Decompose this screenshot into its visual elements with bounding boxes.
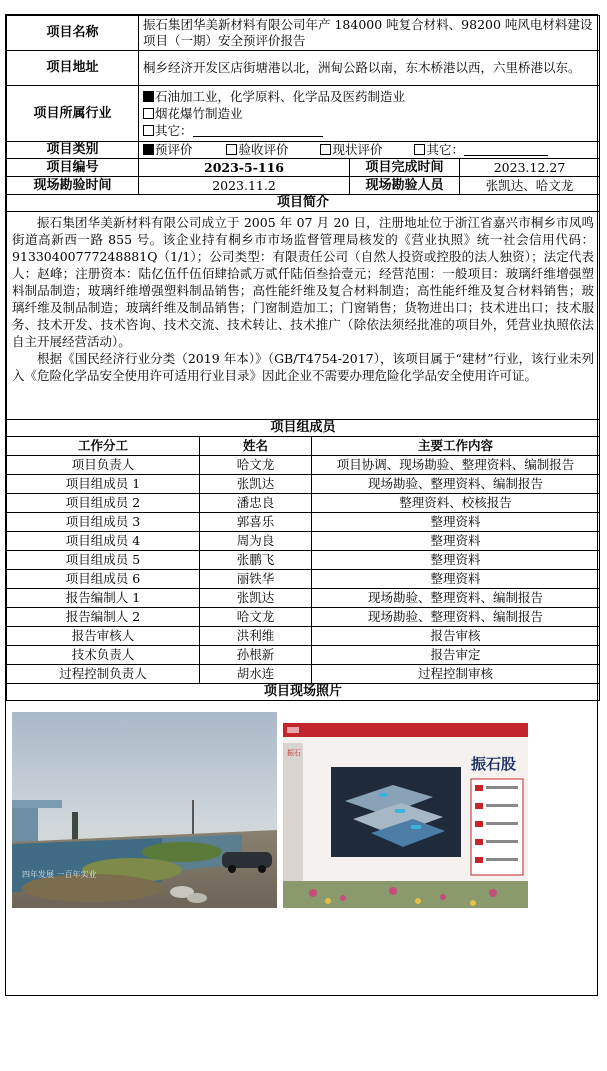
member-name: 哈文龙 — [200, 608, 312, 627]
member-name: 周为良 — [200, 532, 312, 551]
member-work: 整理资料 — [312, 551, 600, 570]
checkbox-checked-icon — [143, 91, 154, 102]
billboard-brand-text: 振石股 — [471, 755, 517, 773]
member-work: 整理资料、校核报告 — [312, 494, 600, 513]
category-option-4: 其它： — [414, 142, 548, 157]
site-banner-text: 四年发展 一百年实业 — [22, 870, 97, 879]
project-address-label: 项目地址 — [7, 51, 139, 86]
member-name: 哈文龙 — [200, 456, 312, 475]
completion-time-value: 2023.12.27 — [460, 159, 600, 177]
category-label: 项目类别 — [7, 142, 139, 159]
member-role: 项目组成员 4 — [7, 532, 200, 551]
category-options — [139, 142, 600, 159]
member-work: 现场勘验、整理资料、编制报告 — [312, 589, 600, 608]
member-role: 技术负责人 — [7, 646, 200, 665]
checkbox-empty-icon — [320, 144, 331, 155]
intro-body — [7, 212, 600, 420]
member-name: 潘忠良 — [200, 494, 312, 513]
photos-title: 项目现场照片 — [7, 684, 600, 701]
blank-underline — [193, 124, 323, 137]
table-row — [7, 532, 600, 551]
table-row — [7, 513, 600, 532]
member-work: 现场勘验、整理资料、编制报告 — [312, 475, 600, 494]
member-role: 项目组成员 6 — [7, 570, 200, 589]
project-name-value: 振石集团华美新材料有限公司年产 184000 吨复合材料、98200 吨风电材料建设项目（一期）安全预评价报告 — [139, 16, 600, 51]
members-table — [6, 436, 600, 701]
site-photo-2-image — [283, 723, 528, 908]
site-photo-2 — [283, 723, 528, 908]
industry-options — [139, 86, 600, 142]
survey-time-label: 现场勘验时间 — [7, 177, 139, 195]
member-work: 整理资料 — [312, 570, 600, 589]
member-role: 报告编制人 1 — [7, 589, 200, 608]
table-row — [7, 627, 600, 646]
member-name: 孙根新 — [200, 646, 312, 665]
member-role: 项目组成员 3 — [7, 513, 200, 532]
site-photo-1-image — [12, 712, 277, 908]
survey-staff-label: 现场勘验人员 — [350, 177, 460, 195]
member-role: 报告审核人 — [7, 627, 200, 646]
members-header-name: 姓名 — [200, 437, 312, 456]
table-row — [7, 456, 600, 475]
table-row — [7, 475, 600, 494]
member-work: 整理资料 — [312, 513, 600, 532]
checkbox-empty-icon — [143, 125, 154, 136]
project-no-label: 项目编号 — [7, 159, 139, 177]
checkbox-empty-icon — [226, 144, 237, 155]
billboard-logo-text: 振石 — [287, 749, 301, 757]
member-role: 项目负责人 — [7, 456, 200, 475]
member-role: 项目组成员 5 — [7, 551, 200, 570]
members-header-work: 主要工作内容 — [312, 437, 600, 456]
survey-time-value: 2023.11.2 — [139, 177, 350, 195]
member-name: 洪利维 — [200, 627, 312, 646]
info-table — [6, 15, 600, 437]
member-name: 胡水连 — [200, 665, 312, 684]
table-row — [7, 589, 600, 608]
intro-paragraph-2: 根据《国民经济行业分类（2019 年本）》（GB/T4754-2017），该项目属于“建材”行业，该行业未列入《危险化学品安全使用许可适用行业目录》因此企业不需要办理危险化学品安全使用许可证。 — [12, 351, 595, 383]
category-option-3: 现状评价 — [320, 142, 382, 157]
intro-paragraph-1: 振石集团华美新材料有限公司成立于 2005 年 07 月 20 日，注册地址位于浙江省嘉兴市桐乡市凤鸣街道高新西一路 855 号。该企业持有桐乡市市场监督管理局核发的《营业执照》统一社会信用代码：91330400777248881Q（1/1）；公司类型：有限责任公司（自然人投资或控股的法人独资）；法定代表人：赵峰；注册资本：陆亿伍仟伍佰肆拾贰万贰仟陆佰叁拾壹元；经营范围：一般项目：玻璃纤维增强塑料制品制造；玻璃纤维增强塑料制品销售；高性能纤维及复合材料制造；高性能纤维及复合材料销售；玻璃纤维及制品制造；玻璃纤维及制品销售；门窗制造加工；门窗销售；货物进出口；技术进出口；技术服务、技术开发、技术咨询、技术交流、技术转让、技术推广（除依法须经批准的项目外，凭营业执照依法自主开展经营活动）。 — [12, 215, 595, 349]
member-role: 报告编制人 2 — [7, 608, 200, 627]
member-work: 报告审定 — [312, 646, 600, 665]
intro-title: 项目简介 — [7, 195, 600, 212]
table-row — [7, 665, 600, 684]
industry-option-3: 其它： — [143, 122, 595, 139]
member-name: 郭喜乐 — [200, 513, 312, 532]
industry-option-2: 烟花爆竹制造业 — [143, 105, 595, 122]
industry-label: 项目所属行业 — [7, 86, 139, 142]
project-address-value: 桐乡经济开发区店街塘港以北，洲甸公路以南，东木桥港以西，六里桥港以东。 — [139, 51, 600, 86]
members-header-role: 工作分工 — [7, 437, 200, 456]
category-option-1: 预评价 — [143, 142, 193, 157]
table-row — [7, 570, 600, 589]
table-row — [7, 551, 600, 570]
completion-time-label: 项目完成时间 — [350, 159, 460, 177]
member-role: 项目组成员 1 — [7, 475, 200, 494]
member-name: 张鹏飞 — [200, 551, 312, 570]
project-no-value: 2023-5-116 — [139, 159, 350, 177]
checkbox-empty-icon — [143, 108, 154, 119]
member-work: 整理资料 — [312, 532, 600, 551]
checkbox-checked-icon — [143, 144, 154, 155]
site-photo-1 — [12, 712, 277, 908]
blank-underline — [464, 143, 548, 156]
member-role: 项目组成员 2 — [7, 494, 200, 513]
report-page — [5, 14, 598, 996]
member-name: 张凯达 — [200, 475, 312, 494]
industry-option-1: 石油加工业，化学原料、化学品及医药制造业 — [143, 88, 595, 105]
survey-staff-value: 张凯达、哈文龙 — [460, 177, 600, 195]
table-row — [7, 608, 600, 627]
member-work: 现场勘验、整理资料、编制报告 — [312, 608, 600, 627]
project-name-label: 项目名称 — [7, 16, 139, 51]
member-name: 丽铁华 — [200, 570, 312, 589]
members-title: 项目组成员 — [7, 420, 600, 437]
table-row — [7, 646, 600, 665]
members-header-row — [7, 437, 600, 456]
checkbox-empty-icon — [414, 144, 425, 155]
member-work: 过程控制审核 — [312, 665, 600, 684]
member-role: 过程控制负责人 — [7, 665, 200, 684]
member-work: 项目协调、现场勘验、整理资料、编制报告 — [312, 456, 600, 475]
member-name: 张凯达 — [200, 589, 312, 608]
table-row — [7, 494, 600, 513]
category-option-2: 验收评价 — [226, 142, 288, 157]
member-work: 报告审核 — [312, 627, 600, 646]
